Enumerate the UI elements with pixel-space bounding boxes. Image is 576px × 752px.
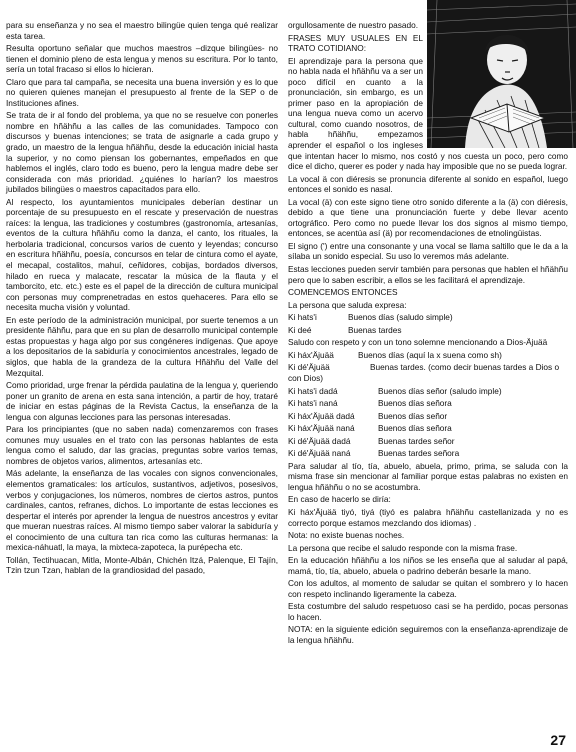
greeting-phrase: Ki dé'Äjuää bbox=[288, 362, 330, 373]
greeting-example bbox=[288, 325, 568, 336]
paragraph: Como prioridad, urge frenar la pérdida paulatina de la lengua y, queriendo poner un granito de arena en esta sana intención, a partir de hoy, trataré de iniciar en estas páginas de la Revista Cactus, la enseñanza de la lengua con algunas lecciones para las personas interesadas. bbox=[6, 380, 278, 422]
greeting-meaning: Buenos días señor bbox=[378, 410, 448, 421]
paragraph: El signo (') entre una consonante y una vocal se llama saltillo que le da a la sílaba un sonido especial. Su uso lo veremos más adelante. bbox=[288, 240, 568, 262]
greeting-example bbox=[288, 386, 568, 397]
greeting-example bbox=[288, 423, 568, 434]
greeting-example bbox=[288, 436, 568, 447]
paragraph: Saludo con respeto y con un tono solemne mencionando a Dios-Äjuää bbox=[288, 337, 548, 348]
paragraph: Ki háx'Äjuää tiyó, tiyá (tiyó es palabra hñähñu castellanizada y no es correcto porque estamos mezclando dos idiomas) . bbox=[288, 506, 568, 528]
paragraph: NOTA: en la siguiente edición seguiremos con la enseñanza-aprendizaje de la lengua hñähñu. bbox=[288, 624, 568, 645]
greeting-example bbox=[288, 362, 568, 383]
greeting-phrase: Ki háx'Äjuää bbox=[288, 349, 334, 360]
greeting-meaning: Buenos días (saludo simple) bbox=[348, 312, 453, 323]
paragraph: La persona que recibe el saludo responde con la misma frase. bbox=[288, 542, 518, 553]
page-number: 27 bbox=[550, 732, 566, 748]
paragraph: En caso de hacerlo se diría: bbox=[288, 494, 391, 505]
paragraph: Para saludar al tío, tía, abuelo, abuela, primo, prima, se saluda con la misma frase sin mencionar al familiar porque estas palabras no existen en lengua hñähñu o no se acostumbra. bbox=[288, 460, 568, 492]
section-heading: FRASES MUY USUALES EN EL TRATO COTIDIANO: bbox=[288, 32, 423, 54]
paragraph: Nota: no existe buenas noches. bbox=[288, 530, 405, 541]
greeting-phrase: Ki háx'Äjuää naná bbox=[288, 423, 355, 434]
greeting-phrase: Ki hats'i naná bbox=[288, 398, 338, 409]
greeting-phrase: Ki dé'Äjuää naná bbox=[288, 448, 351, 459]
greeting-example bbox=[288, 312, 568, 323]
greeting-meaning: Buenas tardes. (como decir buenas tardes a Dios o con Dios) bbox=[288, 362, 560, 383]
paragraph: Tollán, Tectihuacan, Mitla, Monte-Albán, Chichén Itzá, Palenque, El Tajín, Tzin tzun Tzan, hablan de la grandiosidad del pasado, bbox=[6, 554, 278, 576]
greeting-meaning: Buenos días señor (saludo imple) bbox=[378, 385, 502, 396]
paragraph: En este período de la administración municipal, por suerte tenemos a un presidente ñähñu, para que en su plan de desarrollo municipal contemple estas propuestas y haga algo por sus congéneres indígenas. Que apoye a los depositarios de la sabiduría y conocimientos ancestrales, legado de siglos, que habla de la grandeza de la cultura Hñähñu del Valle del Mezquital. bbox=[6, 314, 278, 378]
greeting-example bbox=[288, 350, 568, 361]
paragraph: Más adelante, la enseñanza de las vocales con signos convencionales, elementos gramaticales: los artículos, sustantivos, adjetivos, posesivos, verbos y conjugaciones, los números, nombres de ciertos astros, puntos cardinales, cantos, refranes, dichos. Lo importante de estas lecciones es despertar el interés por aprender la lengua de nuestros ancestros y evitar que mueran nuestras raíces. Al mismo tiempo saber valorar la sabiduría y el conocimiento de una cultura tan rica como las culturas hermanas: la mexica-náhuatl, la maya, la mixteca-zapoteca, la purépecha etc. bbox=[6, 468, 278, 553]
paragraph: El aprendizaje para la persona que no habla nada el hñähñu va a ser un poco difícil en cuanto a la pronunciación, sin embargo, es un primer paso en la apropiación de una lengua nueva como un acervo cultural, como cuando nosotros, de habla hñähñu, empezamos aprender el español o los ingleses que intentan hacer lo mismo, nos costó y nos cuesta un poco, pero como dice el dicho, querer es poder y nada hay imposible que no se pueda lograr. bbox=[288, 55, 568, 172]
reading-person-engraving bbox=[427, 0, 576, 148]
greeting-example bbox=[288, 448, 568, 459]
greeting-example bbox=[288, 398, 568, 409]
greeting-meaning: Buenas tardes señor bbox=[378, 435, 455, 446]
greeting-phrase: Ki hats'i bbox=[288, 312, 317, 323]
greeting-meaning: Buenos días (aquí la x suena como sh) bbox=[358, 349, 502, 360]
greeting-meaning: Buenas tardes señora bbox=[378, 448, 460, 459]
paragraph: La vocal ä con diéresis se pronuncia diferente al sonido en español, luego entonces el sonido es nasal. bbox=[288, 173, 568, 195]
greeting-phrase: Ki háx'Äjuää dadá bbox=[288, 410, 355, 421]
illustration bbox=[427, 0, 576, 148]
paragraph: Claro que para tal campaña, se necesita una buena inversión y es lo que no quieren quienes manejan el presupuesto al frente de la SEP o de Instituciones afines. bbox=[6, 76, 278, 108]
greeting-phrase: Ki deé bbox=[288, 324, 312, 335]
paragraph: La vocal (ä) con este signo tiene otro sonido diferente a la (ä) con diéresis, debido a que tiene una pronunciación fuerte y debe llevar acento ortográfico. Pero como no puede llevar los dos signos al mismo tiempo, entonces, se acentúa así (ä) por recomendaciones de etnolingüistas. bbox=[288, 196, 568, 239]
greeting-meaning: Buenas tardes bbox=[348, 324, 402, 335]
paragraph: Esta costumbre del saludo respetuoso casi se ha perdido, pocas personas lo hacen. bbox=[288, 601, 568, 622]
paragraph: orgullosamente de nuestro pasado. bbox=[288, 20, 419, 30]
paragraph: Con los adultos, al momento de saludar se quitan el sombrero y lo hacen con respeto inclinando ligeramente la cabeza. bbox=[288, 578, 568, 599]
right-column bbox=[288, 20, 568, 648]
paragraph: Estas lecciones pueden servir también para personas que hablen el hñähñu pero que lo saben escribir, a ellos se les facilitará el aprendizaje. bbox=[288, 264, 568, 285]
left-column bbox=[6, 20, 278, 578]
greeting-phrase: Ki hats'i dadá bbox=[288, 385, 338, 396]
section-heading: COMENCEMOS ENTONCES bbox=[288, 287, 398, 298]
paragraph: En la educación hñähñu a los niños se les enseña que al saludar al papá, mamá, tío, tía, abuelo, abuela o padrino deberán besarle la mano. bbox=[288, 555, 568, 576]
paragraph: Resulta oportuno señalar que muchos maestros –dizque bilingües- no tienen el dominio pleno de esta lengua y menos su escritura. Por lo tanto, sería un total fracaso si ellos lo hicieran. bbox=[6, 43, 278, 75]
paragraph: Para los principiantes (que no saben nada) comenzaremos con frases comunes muy usuales en el trato con las personas hablantes de esta lengua como el saludo, dar las gracias, preguntas sobre varios temas, nombres de objetos varios, alimentos, artesanías etc. bbox=[6, 424, 278, 466]
paragraph: Se trata de ir al fondo del problema, ya que no se resuelve con ponerles nombre en hñähñu a las calles de las comunidades. Tampoco con discursos y buenas intenciones; se trata de asignarle a cada grupo y grado, un maestro de la lengua hñähñu, desde la educación inicial hasta la superior, y no como piensan los gobernantes, empeñados en que hablemos el inglés, claro todo es bueno, pero la lengua madre debe ser considerada con más prioridad. ¿quiénes lo harían? los maestros jubilados bilingües o maestros capacitados para ello. bbox=[6, 110, 278, 195]
paragraph: para su enseñanza y no sea el maestro bilingüe quien tenga qué realizar esta tarea. bbox=[6, 20, 278, 41]
greeting-meaning: Buenos días señora bbox=[378, 423, 452, 434]
paragraph: Al respecto, los ayuntamientos municipales deberían destinar un porcentaje de su presupuesto en el rescate y preservación de nuestras raíces: la lengua, las tradiciones y costumbres (gastronomía, artesanías, eventos de la cultura hñähñu como la danza, el canto, los rituales, la herbolaria tradicional, concursos varios de cuento y leyendas; concurso en escritura hñähñu, poesía, concursos en telar de cintura como el ayate, el mecapal, costalitos, mahuí, ceñidores, cobijas, bordados diversos, hilado en rueca y malacate, rescatar la música de la flauta y el tamborcito, etc. etc.) este es el papel de la dirección de cultura municipal con personas muy comprenetradas en estos quehaceres. Para ello se necesita mucha visión y voluntad. bbox=[6, 196, 278, 313]
greeting-example bbox=[288, 411, 568, 422]
greeting-phrase: Ki dé'Äjuää dadá bbox=[288, 435, 351, 446]
paragraph: La persona que saluda expresa: bbox=[288, 299, 407, 310]
greeting-meaning: Buenos días señora bbox=[378, 398, 452, 409]
